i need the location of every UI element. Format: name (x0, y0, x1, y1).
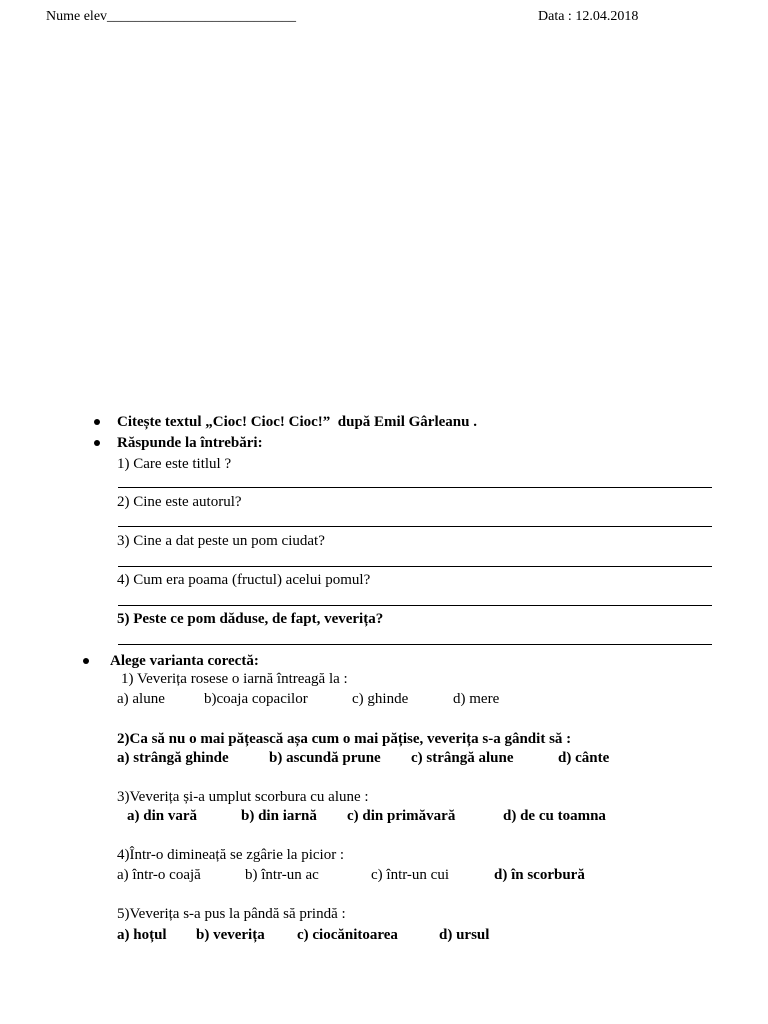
mc-option-2b[interactable]: b) ascundă prune (269, 750, 381, 766)
question-5: 5) Peste ce pom dăduse, de fapt, veverița? (117, 611, 384, 627)
bullet-icon (94, 419, 100, 425)
mc-question-3: 3)Veverița și-a umplut scorbura cu alune : (117, 789, 369, 805)
answer-line-1[interactable] (118, 487, 712, 488)
mc-option-4a[interactable]: a) într-o coajă (117, 867, 201, 883)
instruction-read: Citește textul „Cioc! Cioc! Cioc!” după Emil Gârleanu . (117, 414, 477, 430)
mc-option-3a[interactable]: a) din vară (127, 808, 198, 824)
mc-option-5c[interactable]: c) ciocănitoarea (297, 927, 398, 943)
mc-option-2a[interactable]: a) strângă ghinde (117, 750, 229, 766)
instruction-answer: Răspunde la întrebări: (117, 435, 263, 451)
mc-option-4d[interactable]: d) în scorbură (494, 867, 585, 883)
answer-line-5[interactable] (118, 644, 712, 645)
mc-option-1d[interactable]: d) mere (453, 691, 500, 707)
mc-option-3c[interactable]: c) din primăvară (347, 808, 456, 824)
mc-question-4: 4)Într-o dimineață se zgârie la picior : (117, 847, 345, 863)
mc-option-4c[interactable]: c) într-un cui (371, 867, 450, 883)
mc-option-5d[interactable]: d) ursul (439, 927, 490, 943)
answer-line-2[interactable] (118, 526, 712, 527)
mc-question-2: 2)Ca să nu o mai pățească așa cum o mai pățise, veverița s-a gândit să : (117, 731, 572, 747)
question-3: 3) Cine a dat peste un pom ciudat? (117, 533, 325, 549)
mc-question-1: 1) Veverița rosese o iarnă întreagă la : (121, 671, 348, 687)
bullet-icon (83, 658, 89, 664)
mc-option-2d[interactable]: d) cânte (558, 750, 610, 766)
mc-option-4b[interactable]: b) într-un ac (245, 867, 319, 883)
question-4: 4) Cum era poama (fructul) acelui pomul? (117, 572, 371, 588)
answer-line-3[interactable] (118, 566, 712, 567)
mc-option-5a[interactable]: a) hoțul (117, 927, 167, 943)
mc-option-3b[interactable]: b) din iarnă (241, 808, 317, 824)
instruction-choose: Alege varianta corectă: (110, 653, 259, 669)
mc-option-1a[interactable]: a) alune (117, 691, 165, 707)
mc-question-5: 5)Veverița s-a pus la pândă să prindă : (117, 906, 346, 922)
mc-option-1c[interactable]: c) ghinde (352, 691, 409, 707)
question-2: 2) Cine este autorul? (117, 494, 242, 510)
mc-option-3d[interactable]: d) de cu toamna (503, 808, 606, 824)
question-1: 1) Care este titlul ? (117, 456, 232, 472)
date-label: Data : 12.04.2018 (538, 9, 639, 24)
student-name-field: Nume elev___________________________ (46, 9, 297, 24)
answer-line-4[interactable] (118, 605, 712, 606)
mc-option-1b[interactable]: b)coaja copacilor (204, 691, 308, 707)
bullet-icon (94, 440, 100, 446)
mc-option-5b[interactable]: b) veverița (196, 927, 265, 943)
mc-option-2c[interactable]: c) strângă alune (411, 750, 514, 766)
